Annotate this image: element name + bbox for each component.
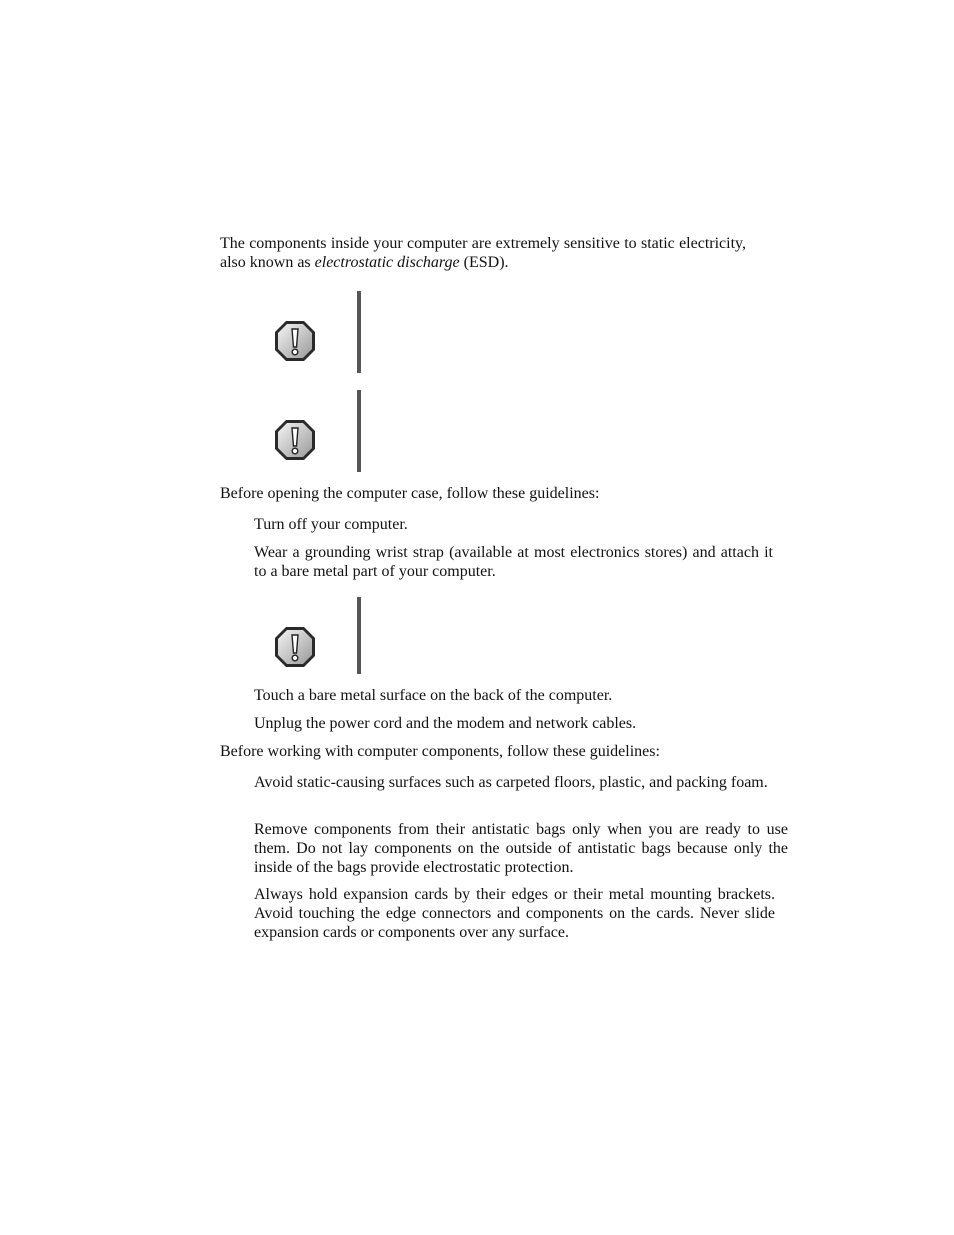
step-touch-metal: Touch a bare metal surface on the back of the computer. (254, 687, 613, 704)
before-working-heading: Before working with computer components, follow these guidelines: (220, 743, 660, 760)
warning-icon (274, 320, 316, 362)
warning-divider (357, 390, 361, 472)
warning-divider (357, 291, 361, 373)
warning-icon (274, 419, 316, 461)
intro-paragraph (220, 234, 746, 272)
warning-divider (357, 597, 361, 674)
step-turn-off: Turn off your computer. (254, 516, 408, 533)
warning-block-3 (274, 597, 794, 674)
intro-text: The components inside your computer are extremely sensitive to static electricity, also known as (220, 235, 746, 271)
step-unplug: Unplug the power cord and the modem and network cables. (254, 715, 637, 732)
warning-block-1 (274, 291, 794, 373)
before-opening-heading: Before opening the computer case, follow these guidelines: (220, 485, 600, 502)
step-avoid-surfaces: Avoid static-causing surfaces such as carpeted floors, plastic, and packing foam. (254, 774, 768, 791)
step-wrist-strap: Wear a grounding wrist strap (available at most electronics stores) and attach it to a bare metal part of your computer. (254, 544, 773, 580)
warning-block-2 (274, 390, 794, 472)
step-remove-components: Remove components from their antistatic bags only when you are ready to use them. Do not lay components on the outside of antistatic bags because only the inside of the bags provide electrostatic protection. (254, 821, 788, 876)
step-hold-cards: Always hold expansion cards by their edges or their metal mounting brackets. Avoid touching the edge connectors and components on the cards. Never slide expansion cards or components over any surface. (254, 886, 775, 941)
warning-icon (274, 626, 316, 668)
intro-suffix: (ESD). (459, 254, 509, 271)
intro-emphasis: electrostatic discharge (314, 254, 460, 271)
